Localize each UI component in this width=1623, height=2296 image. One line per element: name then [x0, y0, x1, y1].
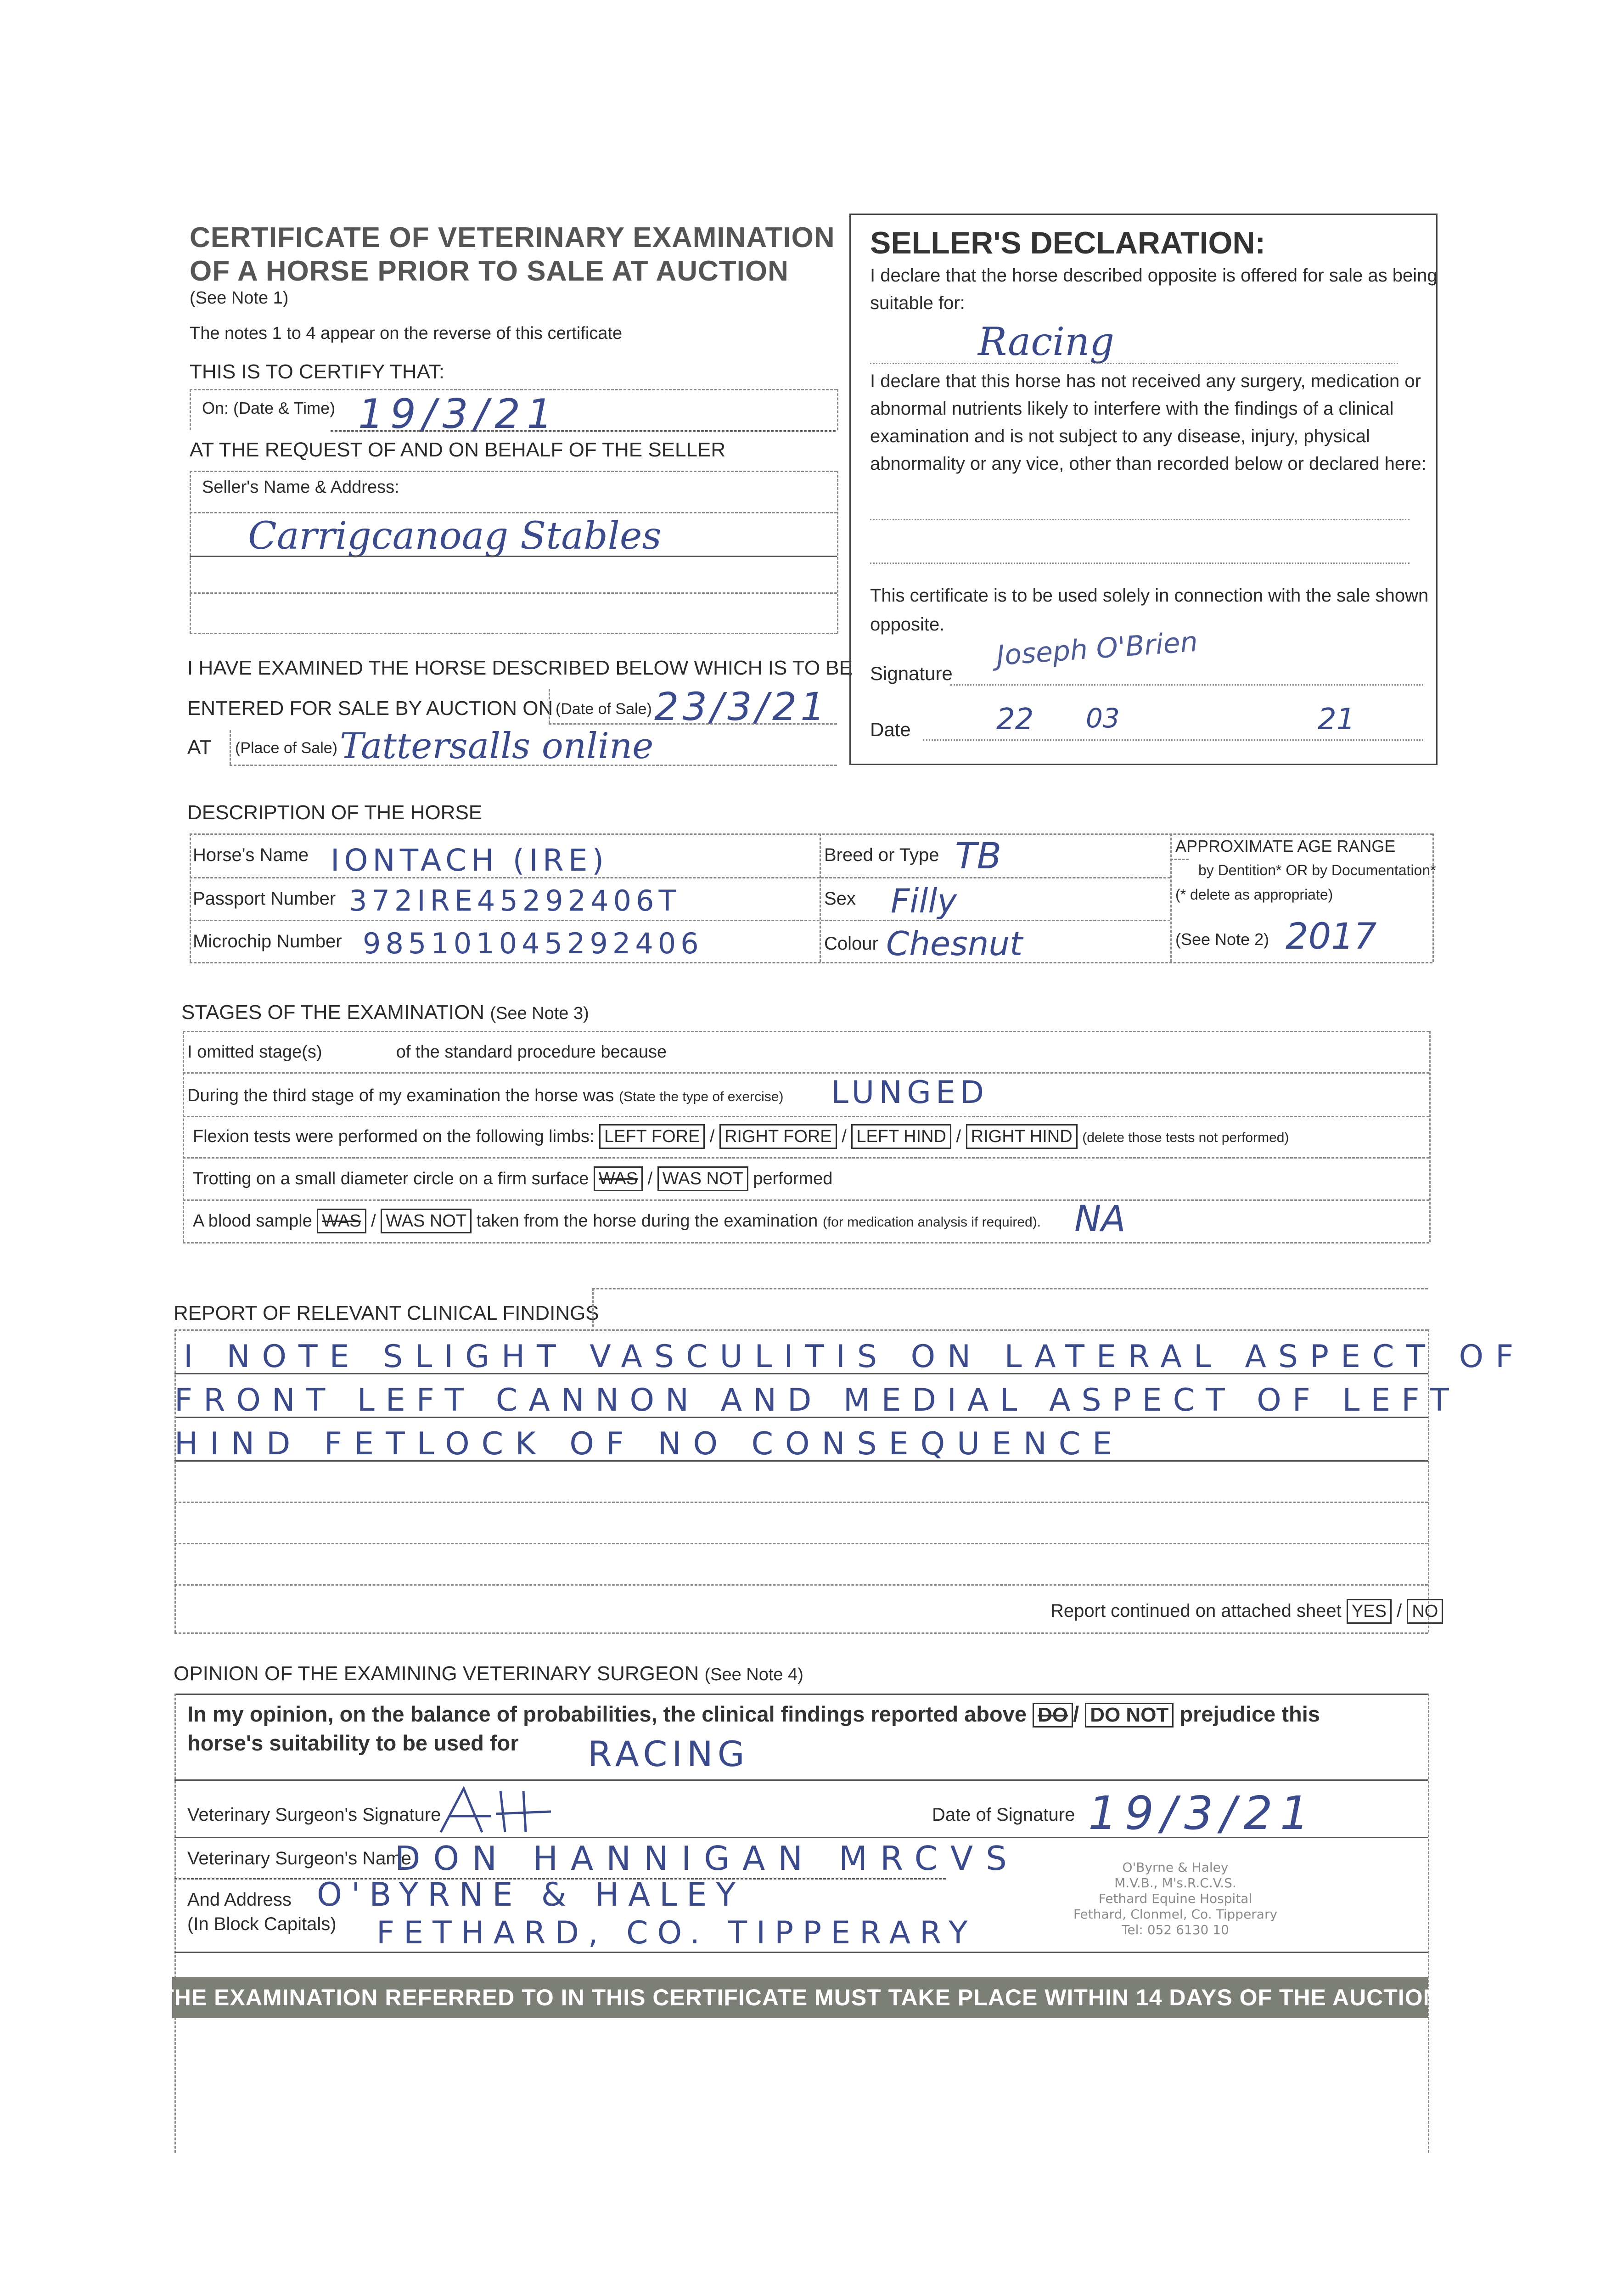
- opinion-line2: horse's suitability to be used for: [187, 1731, 519, 1755]
- continued-yes-option[interactable]: YES: [1347, 1599, 1392, 1624]
- age-value[interactable]: 2017: [1286, 916, 1377, 957]
- use-line1: This certificate is to be used solely in connection with the sale shown: [870, 585, 1429, 606]
- colour-value[interactable]: Chesnut: [886, 924, 1023, 963]
- request-label: AT THE REQUEST OF AND ON BEHALF OF THE SELLER: [190, 439, 726, 461]
- age-range-heading: APPROXIMATE AGE RANGE: [1175, 837, 1396, 855]
- colour-label: Colour: [824, 934, 878, 954]
- stages-heading: STAGES OF THE EXAMINATION (See Note 3): [181, 1001, 589, 1024]
- findings-line3[interactable]: HIND FETLOCK OF NO CONSEQUENCE: [174, 1426, 1124, 1462]
- vet-name-value[interactable]: DON HANNIGAN MRCVS: [395, 1839, 1020, 1878]
- findings-heading: REPORT OF RELEVANT CLINICAL FINDINGS: [174, 1302, 599, 1324]
- declaration-para-line3: examination and is not subject to any disease, injury, physical: [870, 426, 1370, 446]
- opinion-use-value[interactable]: RACING: [588, 1733, 749, 1774]
- horse-name-value[interactable]: IONTACH (IRE): [331, 843, 609, 878]
- use-line2: opposite.: [870, 614, 945, 635]
- sex-value[interactable]: Filly: [891, 882, 957, 920]
- declaration-line1: I declare that the horse described opposite is offered for sale as being: [870, 265, 1438, 286]
- blood-value[interactable]: NA: [1074, 1199, 1126, 1240]
- on-date-label: On: (Date & Time): [202, 399, 336, 417]
- breed-label: Breed or Type: [824, 845, 939, 865]
- see-note-1: (See Note 1): [190, 288, 289, 308]
- seller-declaration-title: SELLER'S DECLARATION:: [870, 225, 1266, 260]
- declaration-para-line4: abnormality or any vice, other than recorded below or declared here:: [870, 454, 1426, 474]
- breed-value[interactable]: TB: [955, 836, 1002, 877]
- age-range-line3: (* delete as appropriate): [1175, 886, 1333, 903]
- stamp-line2: M.V.B., M's.R.C.V.S.: [1114, 1875, 1236, 1891]
- suitable-for-value[interactable]: Racing: [978, 319, 1115, 364]
- vet-name-label: Veterinary Surgeon's Name: [187, 1848, 411, 1868]
- findings-line1[interactable]: I NOTE SLIGHT VASCULITIS ON LATERAL ASPECT OF: [184, 1339, 1526, 1375]
- seller-signature[interactable]: Joseph O'Brien: [995, 625, 1199, 672]
- footer-banner-text: THE EXAMINATION REFERRED TO IN THIS CERTIFICATE MUST TAKE PLACE WITHIN 14 DAYS OF THE AUCTION: [160, 1985, 1440, 2010]
- microchip-label: Microchip Number: [193, 931, 342, 951]
- opinion-line1: In my opinion, on the balance of probabilities, the clinical findings reported above DO / DO NOT prejudice this: [187, 1701, 1320, 1728]
- footer-banner: [160, 1977, 1440, 2018]
- description-heading: DESCRIPTION OF THE HORSE: [187, 801, 483, 824]
- right-fore-option[interactable]: RIGHT FORE: [719, 1124, 837, 1149]
- certify-label: THIS IS TO CERTIFY THAT:: [190, 360, 445, 383]
- declaration-para-line2: abnormal nutrients likely to interfere with the findings of a clinical: [870, 399, 1394, 419]
- date-of-signature-label: Date of Signature: [932, 1805, 1075, 1825]
- notes-line: The notes 1 to 4 appear on the reverse of this certificate: [190, 324, 623, 343]
- right-hind-option[interactable]: RIGHT HIND: [966, 1124, 1078, 1149]
- declared-here-line-2[interactable]: [870, 563, 1410, 564]
- vet-signature[interactable]: [432, 1782, 583, 1841]
- declaration-line2: suitable for:: [870, 293, 965, 313]
- blood-row: A blood sample WAS / WAS NOT taken from the horse during the examination (for medication analysis if required).: [193, 1209, 1041, 1233]
- date-label: Date: [870, 719, 911, 740]
- trot-was-option[interactable]: WAS: [594, 1166, 643, 1191]
- left-fore-option[interactable]: LEFT FORE: [599, 1124, 705, 1149]
- blood-was-option[interactable]: WAS: [317, 1209, 366, 1233]
- at-label: AT: [187, 736, 212, 759]
- findings-line2[interactable]: FRONT LEFT CANNON AND MEDIAL ASPECT OF LEFT: [174, 1382, 1460, 1418]
- stamp-line3: Fethard Equine Hospital: [1098, 1891, 1252, 1906]
- place-of-sale-label: (Place of Sale): [235, 739, 337, 757]
- declared-here-line-1[interactable]: [870, 519, 1410, 520]
- address-line1[interactable]: O'BYRNE & HALEY: [317, 1876, 745, 1913]
- date-of-signature-value[interactable]: 19/3/21: [1088, 1786, 1317, 1840]
- stamp-line4: Fethard, Clonmel, Co. Tipperary: [1073, 1907, 1278, 1922]
- trot-was-not-option[interactable]: WAS NOT: [657, 1166, 748, 1191]
- declaration-date-day[interactable]: 22: [996, 703, 1034, 737]
- address-line2[interactable]: FETHARD, CO. TIPPERARY: [376, 1915, 977, 1951]
- trot-row: Trotting on a small diameter circle on a firm surface WAS / WAS NOT performed: [193, 1166, 832, 1191]
- blood-was-not-option[interactable]: WAS NOT: [381, 1209, 472, 1233]
- seller-value[interactable]: Carrigcanoag Stables: [248, 514, 662, 558]
- left-hind-option[interactable]: LEFT HIND: [851, 1124, 951, 1149]
- date-of-sale-label: (Date of Sale): [556, 700, 652, 718]
- passport-value[interactable]: 372IRE45292406T: [349, 884, 681, 917]
- age-see-note: (See Note 2): [1175, 930, 1269, 949]
- date-of-sale-value[interactable]: 23/3/21: [654, 684, 829, 729]
- certificate-title-line1: CERTIFICATE OF VETERINARY EXAMINATION: [190, 222, 835, 253]
- block-capitals-label: (In Block Capitals): [187, 1914, 337, 1934]
- examined-line2: ENTERED FOR SALE BY AUCTION ON: [187, 697, 553, 720]
- on-date-value[interactable]: 19/3/21: [358, 390, 559, 438]
- opinion-do-option[interactable]: DO: [1033, 1703, 1073, 1728]
- place-of-sale-value[interactable]: Tattersalls online: [340, 726, 654, 767]
- opinion-heading: OPINION OF THE EXAMINING VETERINARY SURGEON (See Note 4): [174, 1662, 803, 1685]
- report-continued-row: Report continued on attached sheet YES / NO: [1050, 1599, 1443, 1624]
- declaration-date-year[interactable]: 21: [1318, 703, 1355, 737]
- address-label: And Address: [187, 1890, 292, 1910]
- signature-label: Signature: [870, 663, 953, 684]
- omitted-label: I omitted stage(s) of the standard procedure because: [187, 1042, 667, 1062]
- opinion-do-not-option[interactable]: DO NOT: [1085, 1703, 1174, 1728]
- declaration-date-month[interactable]: 03: [1086, 703, 1120, 734]
- sex-label: Sex: [824, 889, 856, 909]
- passport-label: Passport Number: [193, 889, 336, 909]
- stamp-line1: O'Byrne & Haley: [1122, 1860, 1229, 1875]
- horse-name-label: Horse's Name: [193, 845, 309, 865]
- third-stage-label: During the third stage of my examination the horse was (State the type of exercise): [187, 1086, 784, 1105]
- third-stage-value[interactable]: LUNGED: [831, 1075, 989, 1111]
- declaration-para-line1: I declare that this horse has not received any surgery, medication or: [870, 371, 1421, 391]
- seller-label: Seller's Name & Address:: [202, 478, 399, 497]
- flexion-row: Flexion tests were performed on the following limbs: LEFT FORE / RIGHT FORE / LEFT HIND / RIGHT HIND (delete those tests not performed): [193, 1124, 1289, 1149]
- examined-line1: I HAVE EXAMINED THE HORSE DESCRIBED BELOW WHICH IS TO BE: [187, 657, 853, 679]
- certificate-title-line2: OF A HORSE PRIOR TO SALE AT AUCTION: [190, 255, 789, 287]
- age-range-line2: by Dentition* OR by Documentation*: [1198, 862, 1436, 878]
- continued-no-option[interactable]: NO: [1407, 1599, 1443, 1624]
- practice-stamp: [1056, 1860, 1295, 1938]
- vet-signature-label: Veterinary Surgeon's Signature: [187, 1805, 441, 1825]
- stamp-line5: Tel: 052 6130 10: [1122, 1922, 1229, 1937]
- microchip-value[interactable]: 985101045292406: [363, 927, 703, 960]
